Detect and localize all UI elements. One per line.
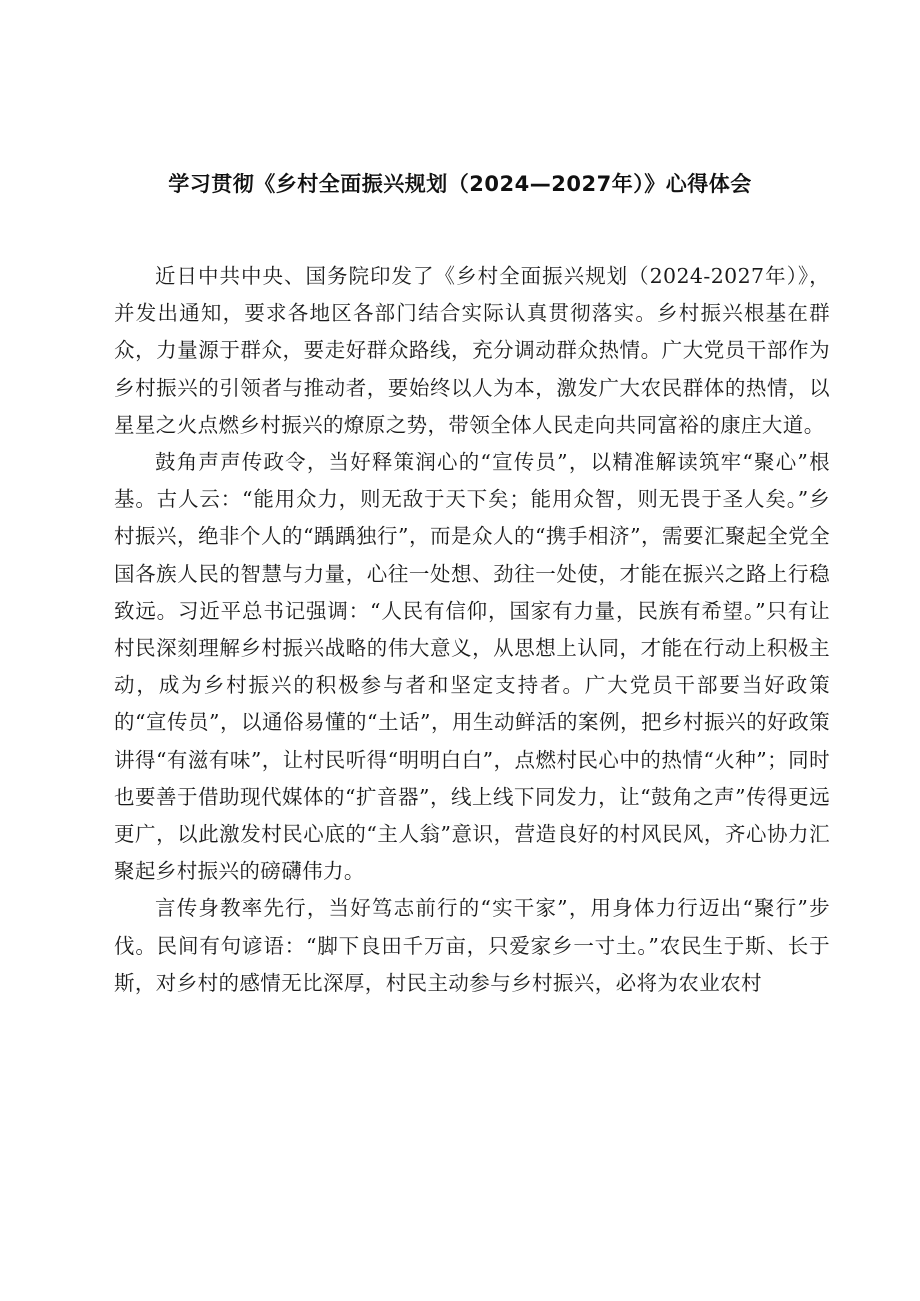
paragraph-publicity: 鼓角声声传政令，当好释策润心的“宣传员”，以精准解读筑牢“聚心”根基。古人云：“能用众力，则无敌于天下矣；能用众智，则无畏于圣人矣。”乡村振兴，绝非个人的“踽踽独行”，而是众人的“携手相济”，需要汇聚起全党全国各族人民的智慧与力量，心往一处想、劲往一处使，才能在振兴之路上行稳致远。习近平总书记强调：“人民有信仰，国家有力量，民族有希望。”只有让村民深刻理解乡村振兴战略的伟大意义，从思想上认同，才能在行动上积极主动，成为乡村振兴的积极参与者和坚定支持者。广大党员干部要当好政策的“宣传员”，以通俗易懂的“土话”，用生动鲜活的案例，把乡村振兴的好政策讲得“有滋有味”，让村民听得“明明白白”，点燃村民心中的热情“火种”；同时也要善于借助现代媒体的“扩音器”，线上线下同发力，让“鼓角之声”传得更远更广，以此激发村民心底的“主人翁”意识，营造良好的村风民风，齐心协力汇聚起乡村振兴的磅礴伟力。: [114, 450, 830, 884]
paragraph-intro: 近日中共中央、国务院印发了《乡村全面振兴规划（2024-2027年）》，并发出通知，要求各地区各部门结合实际认真贯彻落实。乡村振兴根基在群众，力量源于群众，要走好群众路线，充分调动群众热情。广大党员干部作为乡村振兴的引领者与推动者，要始终以人为本，激发广大农民群体的热情，以星星之火点燃乡村振兴的燎原之势，带领全体人民走向共同富裕的康庄大道。: [114, 264, 830, 437]
paragraph-action: 言传身教率先行，当好笃志前行的“实干家”，用身体力行迈出“聚行”步伐。民间有句谚语：“脚下良田千万亩，只爱家乡一寸土。”农民生于斯、长于斯，对乡村的感情无比深厚，村民主动参与乡村振兴，必将为农业农村: [114, 896, 830, 995]
document-body: [114, 258, 830, 1002]
document-title: 学习贯彻《乡村全面振兴规划（2024—2027年）》心得体会: [168, 172, 752, 196]
